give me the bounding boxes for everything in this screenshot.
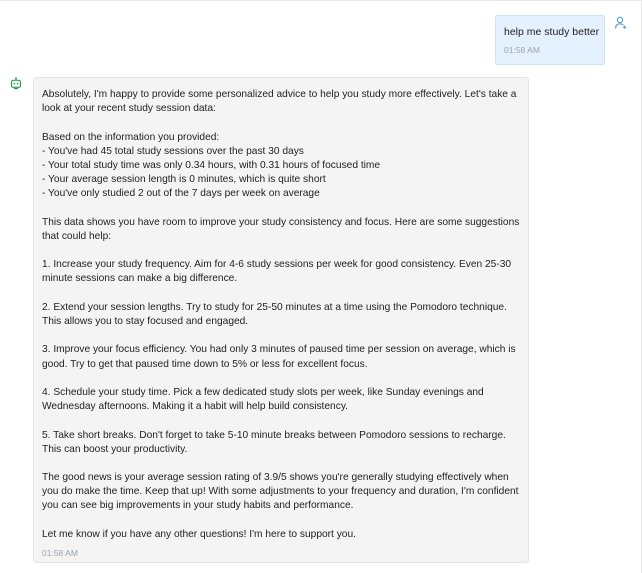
message-line: Let me know if you have any other questions! I'm here to support you. [42, 528, 356, 540]
message-line: that could help: [42, 230, 112, 242]
robot-icon [9, 77, 23, 91]
paragraph-gap [42, 372, 520, 386]
message-line: This allows you to stay focused and engaged. [42, 316, 249, 327]
assistant-message-bubble [33, 77, 529, 563]
message-line: good. Try to get that paused time down to 5% or less for excellent focus. [42, 358, 368, 370]
user-message-text: help me study better [504, 26, 600, 38]
message-line: Wednesday afternoons. Making it a habit will help build consistency. [42, 401, 348, 413]
user-icon [614, 16, 628, 30]
user-message-bubble [495, 15, 605, 65]
message-line: 3. Improve your focus efficiency. You had only 3 minutes of paused time per session on average, which is [42, 344, 516, 356]
message-line: - Your total study time was only 0.34 hours, with 0.31 hours of focused time [42, 159, 381, 171]
assistant-message-time: 01:58 AM [42, 548, 78, 558]
paragraph-gap [42, 202, 520, 216]
message-line: - Your average session length is 0 minutes, which is quite short [42, 174, 326, 186]
paragraph-gap [42, 414, 520, 428]
message-line: This can boost your productivity. [42, 443, 188, 455]
paragraph-gap [42, 457, 520, 471]
message-line: Based on the information you provided: [42, 131, 220, 143]
message-line: - You've had 45 total study sessions over the past 30 days [42, 145, 304, 157]
assistant-message-text [42, 88, 520, 542]
message-line: The good news is your average session rating of 3.9/5 shows you're generally studying effectively when [42, 472, 509, 484]
paragraph-gap [42, 116, 520, 130]
paragraph-gap [42, 287, 520, 301]
message-line: minute sessions can make a big difference. [42, 273, 238, 285]
message-line: 5. Take short breaks. Don't forget to take 5-10 minute breaks between Pomodoro sessions to recharge. [42, 429, 506, 441]
paragraph-gap [42, 329, 520, 343]
message-line: 1. Increase your study frequency. Aim for 4-6 study sessions per week for good consistency. Even 25-30 [42, 259, 512, 271]
message-line: 2. Extend your session lengths. Try to study for 25-50 minutes at a time using the Pomodoro technique. [42, 301, 507, 313]
paragraph-gap [42, 514, 520, 528]
paragraph-gap [42, 244, 520, 258]
message-line: Absolutely, I'm happy to provide some personalized advice to help you study more effectively. Let's take a [42, 89, 517, 100]
message-line: you do make the time. Keep that up! With some adjustments to your frequency and duration, I'm confident [42, 486, 519, 498]
message-line: you can see big improvements in your study habits and performance. [42, 500, 354, 512]
message-line: look at your recent study session data: [42, 103, 216, 115]
user-message-time: 01:58 AM [504, 45, 540, 55]
message-line: - You've only studied 2 out of the 7 days per week on average [42, 188, 320, 200]
message-line: This data shows you have room to improve your study consistency and focus. Here are some suggestions [42, 216, 520, 228]
message-line: 4. Schedule your study time. Pick a few dedicated study slots per week, like Sunday evenings and [42, 386, 484, 398]
